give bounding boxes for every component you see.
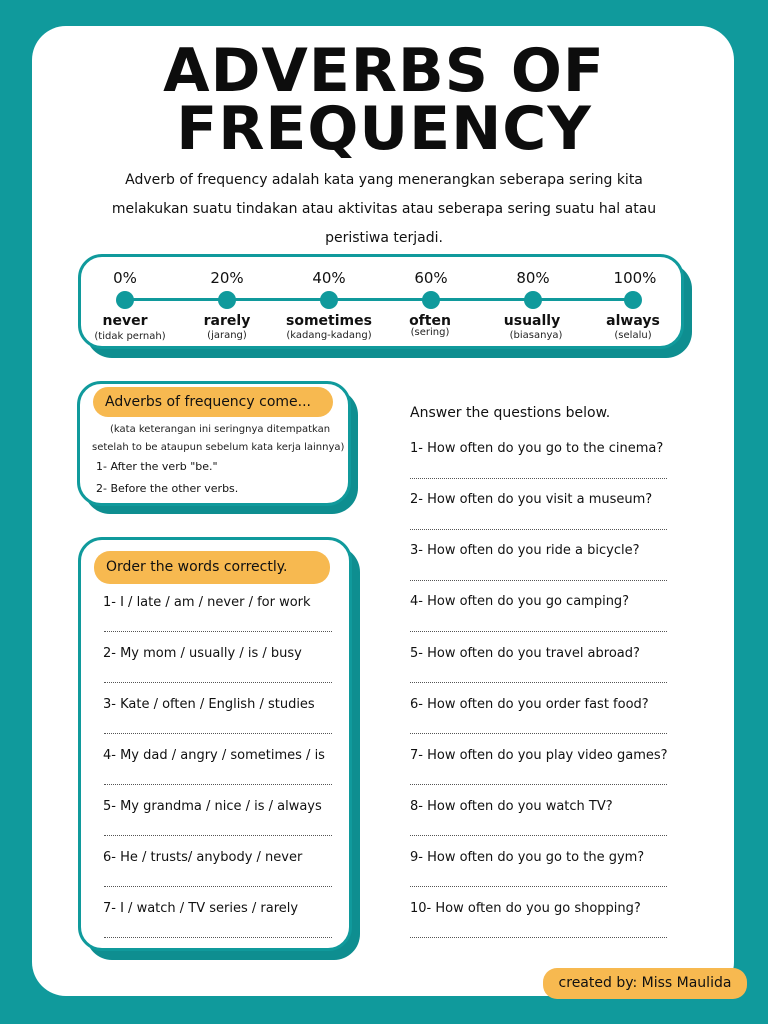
intro-line-2: melakukan suatu tindakan atau aktivitas atau seberapa sering suatu hal atau [111,201,657,217]
order-answer-line-2[interactable] [104,682,332,683]
scale-dot-rarely [218,291,236,309]
scale-dot-sometimes [320,291,338,309]
scale-word-rarely: rarely [203,313,251,329]
page-title-line2: FREQUENCY [176,94,592,164]
scale-word-never: never [102,313,148,329]
intro-line-1: Adverb of frequency adalah kata yang menerangkan seberapa sering kita [125,172,643,188]
scale-percent-40: 40% [312,269,346,287]
question-7: 7- How often do you play video games? [410,748,668,763]
intro-line-3: peristiwa terjadi. [325,230,443,246]
question-1: 1- How often do you go to the cinema? [410,441,664,456]
scale-word-often: often [409,313,451,329]
scale-dot-never [116,291,134,309]
order-item-3: 3- Kate / often / English / studies [103,697,315,712]
order-answer-line-1[interactable] [104,631,332,632]
scale-percent-80: 80% [516,269,550,287]
question-answer-line-4[interactable] [410,631,667,632]
order-item-2: 2- My mom / usually / is / busy [103,646,302,661]
scale-dot-always [624,291,642,309]
order-answer-line-3[interactable] [104,733,332,734]
question-10: 10- How often do you go shopping? [410,901,641,916]
question-answer-line-9[interactable] [410,886,667,887]
author-credit-badge: created by: Miss Maulida [543,968,747,999]
page-title-line1: ADVERBS OF [163,36,605,106]
question-5: 5- How often do you travel abroad? [410,646,640,661]
question-9: 9- How often do you go to the gym? [410,850,645,865]
scale-trans-usually: (biasanya) [509,330,563,341]
order-answer-line-5[interactable] [104,835,332,836]
scale-word-always: always [606,313,660,329]
order-answer-line-6[interactable] [104,886,332,887]
scale-percent-60: 60% [414,269,448,287]
scale-percent-20: 20% [210,269,244,287]
question-answer-line-1[interactable] [410,478,667,479]
position-heading: Adverbs of frequency come... [93,387,333,417]
order-item-5: 5- My grandma / nice / is / always [103,799,322,814]
order-answer-line-7[interactable] [104,937,332,938]
frequency-scale-line [123,298,633,301]
question-8: 8- How often do you watch TV? [410,799,613,814]
order-item-1: 1- I / late / am / never / for work [103,595,311,610]
scale-word-sometimes: sometimes [286,313,372,329]
position-rule-1: 1- After the verb "be." [96,460,218,473]
scale-trans-often: (sering) [410,327,450,338]
order-item-7: 7- I / watch / TV series / rarely [103,901,299,916]
question-4: 4- How often do you go camping? [410,594,630,609]
order-item-6: 6- He / trusts/ anybody / never [103,850,303,865]
position-note-line1: (kata keterangan ini seringnya ditempatkan [110,424,331,435]
scale-word-usually: usually [503,313,561,329]
scale-percent-100: 100% [613,269,657,287]
scale-trans-sometimes: (kadang-kadang) [286,330,372,341]
order-heading: Order the words correctly. [94,551,330,584]
question-answer-line-8[interactable] [410,835,667,836]
scale-trans-never: (tidak pernah) [94,331,166,342]
questions-heading: Answer the questions below. [410,405,611,421]
question-answer-line-6[interactable] [410,733,667,734]
question-answer-line-10[interactable] [410,937,667,938]
scale-trans-rarely: (jarang) [207,330,247,341]
position-note-line2: setelah to be ataupun sebelum kata kerja lainnya) [92,442,345,453]
question-answer-line-7[interactable] [410,784,667,785]
question-3: 3- How often do you ride a bicycle? [410,543,640,558]
question-6: 6- How often do you order fast food? [410,697,649,712]
order-item-4: 4- My dad / angry / sometimes / is [103,748,325,763]
scale-trans-always: (selalu) [614,330,652,341]
scale-dot-usually [524,291,542,309]
scale-percent-0: 0% [113,269,137,287]
question-answer-line-5[interactable] [410,682,667,683]
intro-paragraph [84,166,684,253]
order-answer-line-4[interactable] [104,784,332,785]
question-answer-line-3[interactable] [410,580,667,581]
position-rule-2: 2- Before the other verbs. [96,482,239,495]
question-answer-line-2[interactable] [410,529,667,530]
question-2: 2- How often do you visit a museum? [410,492,653,507]
scale-dot-often [422,291,440,309]
